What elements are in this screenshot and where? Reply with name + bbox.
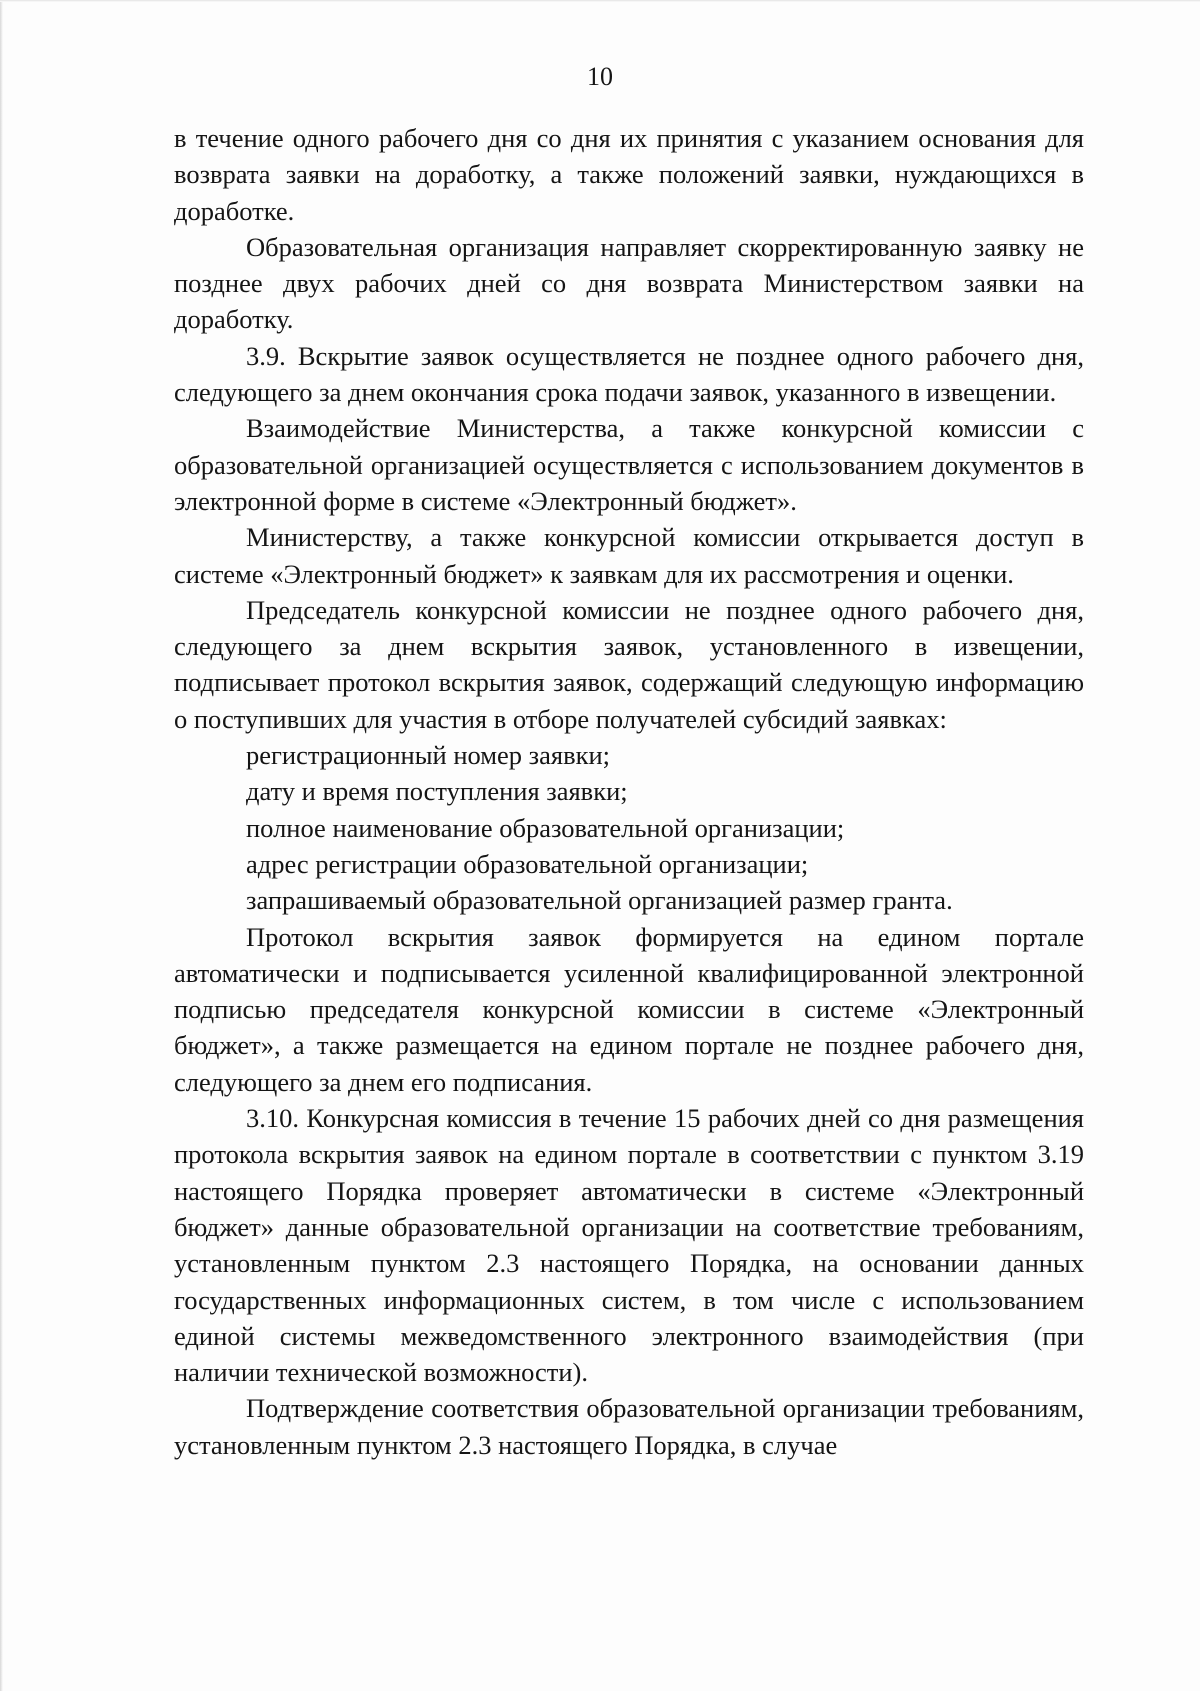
list-item: полное наименование образовательной организации;: [246, 812, 845, 843]
paragraph-chairman-protocol: Председатель конкурсной комиссии не позднее одного рабочего дня, следующего за днем вскрытия заявок, установленного в извещении, подписывает протокол вскрытия заявок, содержащий следующую информацию о поступивших для участия в отборе получателей субсидий заявках:: [174, 594, 1084, 734]
paragraph-corrected-application: Образовательная организация направляет скорректированную заявку не позднее двух рабочих дней со дня возврата Министерством заявки на доработку.: [174, 231, 1084, 335]
scan-edge-top: [0, 0, 1200, 2]
paragraph-3-9-opening: 3.9. Вскрытие заявок осуществляется не позднее одного рабочего дня, следующего за днем окончания срока подачи заявок, указанного в извещении.: [174, 340, 1084, 408]
document-body: [174, 120, 1084, 1463]
paragraph-continuation: в течение одного рабочего дня со дня их принятия с указанием основания для возврата заявки на доработку, а также положений заявки, нуждающихся в доработке.: [174, 123, 1084, 226]
list-item: регистрационный номер заявки;: [246, 740, 611, 771]
list-item: запрашиваемый образовательной организацией размер гранта.: [246, 885, 953, 916]
list-item: адрес регистрации образовательной организации;: [246, 848, 809, 879]
paragraph-access: Министерству, а также конкурсной комиссии открывается доступ в системе «Электронный бюджет» к заявкам для их рассмотрения и оценки.: [174, 522, 1084, 589]
scan-edge-left: [0, 0, 3, 1691]
list-item: дату и время поступления заявки;: [246, 776, 628, 807]
paragraph-protocol-formation: Протокол вскрытия заявок формируется на едином портале автоматически и подписывается усиленной квалифицированной электронной подписью председателя конкурсной комиссии в системе «Электронный бюджет», а также размещается на едином портале не позднее рабочего дня, следующего за днем его подписания.: [174, 921, 1084, 1097]
paragraph-confirmation: Подтверждение соответствия образовательной организации требованиям, установленным пунктом 2.3 настоящего Порядка, в случае: [174, 1393, 1084, 1460]
paragraph-interaction: Взаимодействие Министерства, а также конкурсной комиссии с образовательной организацией осуществляется с использованием документов в электронной форме в системе «Электронный бюджет».: [174, 413, 1084, 516]
paragraph-3-10-commission: 3.10. Конкурсная комиссия в течение 15 рабочих дней со дня размещения протокола вскрытия заявок на едином портале в соответствии с пунктом 3.19 настоящего Порядка проверяет автоматически в системе «Электронный бюджет» данные образовательной организации на соответствие требованиям, установленным пунктом 2.3 настоящего Порядка, на основании данных государственных информационных систем, в том числе с использованием единой системы межведомственного электронного взаимодействия (при наличии технической возможности).: [174, 1103, 1084, 1388]
page-number: 10: [587, 62, 613, 91]
